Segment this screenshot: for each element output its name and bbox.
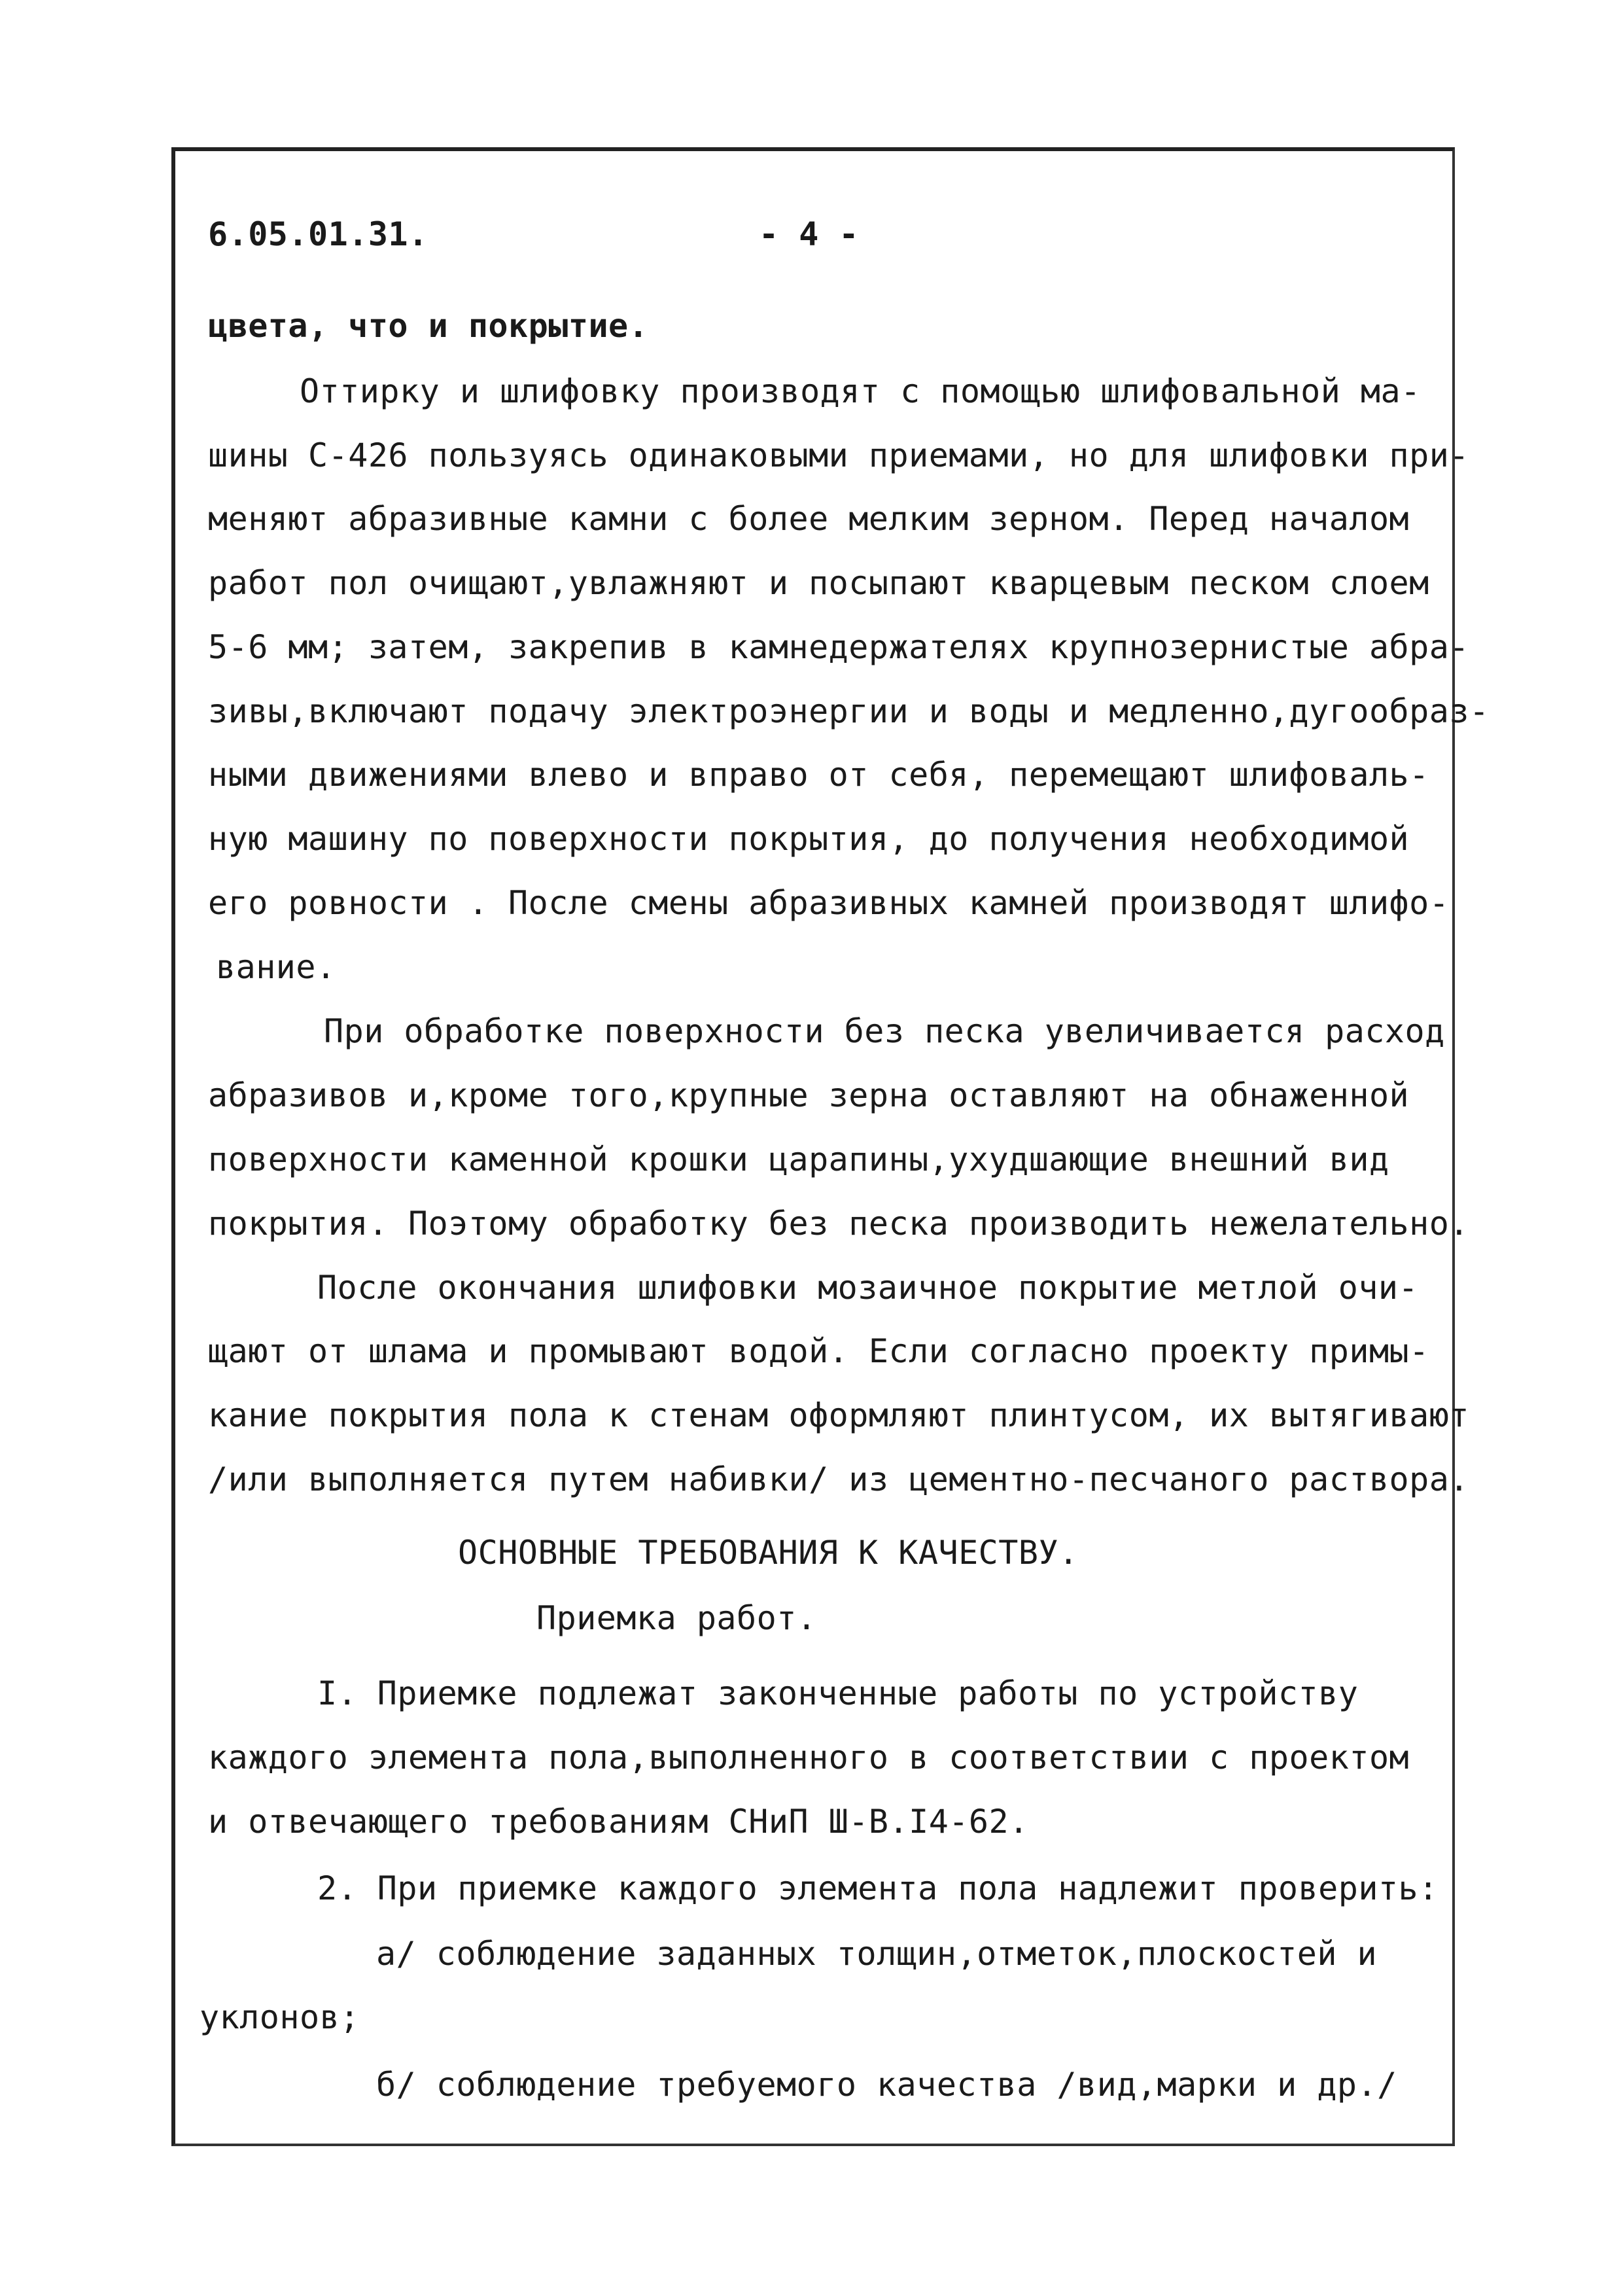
body-line: При обработке поверхности без песка увеличивается расход	[324, 1012, 1445, 1050]
list-line: I. Приемке подлежат законченные работы по устройству	[317, 1674, 1359, 1712]
list-line: а/ соблюдение заданных толщин,отметок,плоскостей и	[376, 1935, 1378, 1973]
body-line: цвета, что и покрытие.	[208, 307, 649, 345]
body-line: ными движениями влево и вправо от себя, перемещают шлифоваль-	[208, 756, 1429, 794]
page-number: - 4 -	[759, 215, 860, 253]
body-line: щают от шлама и промывают водой. Если согласно проекту примы-	[208, 1332, 1429, 1370]
body-line: Оттирку и шлифовку производят с помощью шлифовальной ма-	[300, 372, 1421, 410]
list-line: б/ соблюдение требуемого качества /вид,марки и др./	[376, 2066, 1397, 2104]
list-line: каждого элемента пола,выполненного в соответствии с проектом	[208, 1739, 1410, 1776]
body-line: шины С-426 пользуясь одинаковыми приемами, но для шлифовки при-	[208, 436, 1469, 474]
body-line: поверхности каменной крошки царапины,ухудшающие внешний вид	[208, 1140, 1389, 1178]
body-line: работ пол очищают,увлажняют и посыпают кварцевым песком слоем	[208, 564, 1429, 602]
section-subtitle: Приемка работ.	[536, 1599, 817, 1637]
body-line: его ровности . После смены абразивных камней производят шлифо-	[208, 884, 1450, 922]
list-line: и отвечающего требованиям СНиП Ш-В.I4-62.	[208, 1803, 1029, 1841]
body-line: После окончания шлифовки мозаичное покрытие метлой очи-	[317, 1269, 1419, 1307]
document-code: 6.05.01.31.	[208, 215, 428, 253]
list-line: 2. При приемке каждого элемента пола надлежит проверить:	[317, 1869, 1439, 1907]
section-title: ОСНОВНЫЕ ТРЕБОВАНИЯ К КАЧЕСТВУ.	[458, 1534, 1079, 1572]
body-line: покрытия. Поэтому обработку без песка производить нежелательно.	[208, 1205, 1469, 1243]
list-line: уклонов;	[200, 1998, 360, 2036]
body-line: зивы,включают подачу электроэнергии и воды и медленно,дугообраз-	[208, 692, 1490, 730]
body-line: абразивов и,кроме того,крупные зерна оставляют на обнаженной	[208, 1076, 1410, 1114]
body-line: /или выполняется путем набивки/ из цементно-песчаного раствора.	[208, 1460, 1469, 1498]
body-line: вание.	[216, 948, 336, 986]
body-line: кание покрытия пола к стенам оформляют плинтусом, их вытягивают	[208, 1396, 1469, 1434]
body-line: меняют абразивные камни с более мелким зерном. Перед началом	[208, 500, 1410, 538]
body-line: 5-6 мм; затем, закрепив в камнедержателях крупнозернистые абра-	[208, 628, 1469, 666]
body-line: ную машину по поверхности покрытия, до получения необходимой	[208, 820, 1410, 858]
